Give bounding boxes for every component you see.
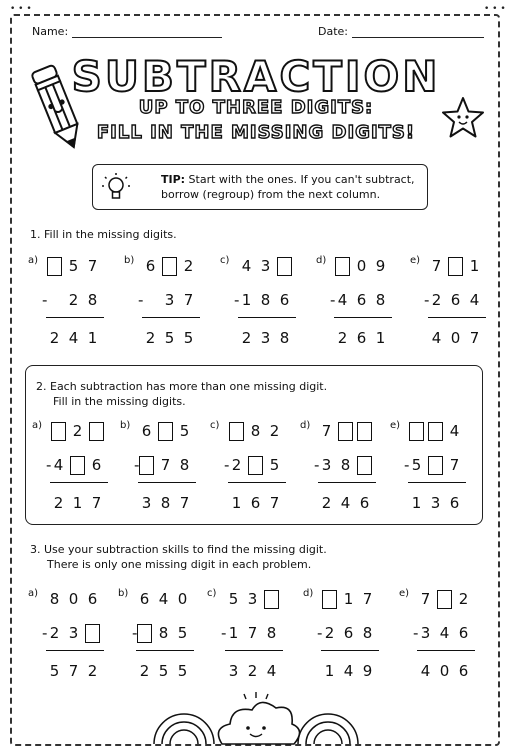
digit: 1 — [375, 329, 386, 347]
digit: 9 — [375, 257, 386, 275]
subtrahend — [64, 289, 102, 311]
digit: 7 — [91, 494, 102, 512]
digit: 3 — [430, 494, 441, 512]
problem-label: e) — [390, 420, 401, 431]
missing-digit-box[interactable] — [229, 422, 244, 441]
difference — [407, 492, 464, 514]
digit: 7 — [160, 456, 171, 474]
digit: 6 — [145, 257, 156, 275]
section-3-title: 3. Use your subtraction skills to find the missing digit. — [30, 543, 327, 556]
digit: 4 — [158, 590, 169, 608]
digit: 6 — [458, 662, 469, 680]
digit: 8 — [362, 624, 373, 642]
digit: 2 — [241, 329, 252, 347]
section-1-title: 1. Fill in the missing digits. — [30, 228, 177, 241]
digit: 7 — [183, 291, 194, 309]
problem-label: a) — [28, 588, 39, 599]
digit: 2 — [458, 590, 469, 608]
missing-digit-box[interactable] — [139, 456, 154, 475]
digit: 2 — [324, 624, 335, 642]
digit: 6 — [343, 624, 354, 642]
digit: 2 — [145, 329, 156, 347]
answer-line — [417, 650, 475, 651]
subtrahend — [224, 622, 281, 644]
tip-line-1: Start with the ones. If you can't subtract, — [185, 173, 415, 186]
digit: 5 — [158, 662, 169, 680]
minus-sign: - — [413, 624, 419, 642]
digit: 3 — [321, 456, 332, 474]
digit: 0 — [177, 590, 188, 608]
digit: 8 — [87, 291, 98, 309]
minuend — [224, 588, 281, 610]
digit: 2 — [87, 662, 98, 680]
minuend — [45, 588, 102, 610]
answer-line — [142, 317, 200, 318]
page-title: SUBTRACTION — [71, 52, 441, 101]
digit: 7 — [269, 494, 280, 512]
minuend — [407, 420, 464, 442]
digit: 8 — [375, 291, 386, 309]
digit: 5 — [49, 662, 60, 680]
digit: 8 — [160, 494, 171, 512]
subtrahend — [333, 289, 390, 311]
minuend — [49, 420, 106, 442]
minus-sign: - — [221, 624, 227, 642]
section-2-title: 2. Each subtraction has more than one missing digit. — [36, 380, 328, 393]
digit: 4 — [340, 494, 351, 512]
pencil-icon — [30, 62, 86, 154]
problem-b — [124, 255, 202, 355]
problem-label: b) — [124, 255, 135, 266]
missing-digit-box[interactable] — [89, 422, 104, 441]
answer-line — [321, 650, 379, 651]
digit: 6 — [279, 291, 290, 309]
digit: 2 — [431, 291, 442, 309]
digit: 7 — [321, 422, 332, 440]
digit: 3 — [68, 624, 79, 642]
lightbulb-icon — [99, 171, 133, 205]
difference — [237, 327, 294, 349]
problem-label: d) — [300, 420, 311, 431]
smiling-star-icon — [440, 95, 486, 141]
digit: 7 — [420, 590, 431, 608]
minus-sign: - — [317, 624, 323, 642]
digit: 6 — [141, 422, 152, 440]
digit: 8 — [250, 422, 261, 440]
digit: 2 — [139, 662, 150, 680]
problem-c — [210, 420, 288, 520]
answer-line — [46, 317, 104, 318]
digit: 4 — [53, 456, 64, 474]
problem-d — [303, 588, 381, 688]
date-label: Date: — [318, 25, 348, 38]
answer-line — [238, 317, 296, 318]
missing-digit-box[interactable] — [357, 422, 372, 441]
problem-e — [399, 588, 477, 688]
digit: 8 — [179, 456, 190, 474]
minuend — [135, 588, 192, 610]
difference — [49, 492, 106, 514]
missing-digit-box[interactable] — [428, 422, 443, 441]
corner-dots-icon: • • • — [10, 4, 32, 14]
subtrahend — [407, 454, 464, 476]
answer-line — [46, 650, 104, 651]
missing-digit-box[interactable] — [357, 456, 372, 475]
digit: 8 — [49, 590, 60, 608]
missing-digit-box[interactable] — [70, 456, 85, 475]
minuend — [227, 420, 284, 442]
difference — [45, 327, 102, 349]
answer-line — [408, 482, 466, 483]
minuend — [45, 255, 102, 277]
page-subtitle-2: FILL IN THE MISSING DIGITS! — [96, 122, 416, 143]
digit: 2 — [269, 422, 280, 440]
digit: 2 — [49, 329, 60, 347]
minuend — [333, 255, 390, 277]
digit: 4 — [431, 329, 442, 347]
digit: 1 — [231, 494, 242, 512]
difference — [416, 660, 473, 682]
difference — [141, 327, 198, 349]
section-2-subtitle: Fill in the missing digits. — [53, 395, 186, 408]
digit: 2 — [72, 422, 83, 440]
missing-digit-box[interactable] — [264, 590, 279, 609]
digit: 5 — [411, 456, 422, 474]
digit: 2 — [183, 257, 194, 275]
problem-label: b) — [118, 588, 129, 599]
digit: 2 — [337, 329, 348, 347]
missing-digit-box[interactable] — [85, 624, 100, 643]
tip-text — [161, 172, 415, 202]
digit: 6 — [449, 494, 460, 512]
problem-label: b) — [120, 420, 131, 431]
answer-line — [136, 650, 194, 651]
minuend — [317, 420, 374, 442]
problem-label: d) — [316, 255, 327, 266]
tip-label: TIP: — [161, 173, 186, 186]
minus-sign: - — [424, 291, 430, 309]
digit: 5 — [183, 329, 194, 347]
digit: 1 — [72, 494, 83, 512]
digit: 0 — [450, 329, 461, 347]
missing-digit-box[interactable] — [338, 422, 353, 441]
digit: 0 — [68, 590, 79, 608]
digit: 4 — [266, 662, 277, 680]
digit: 6 — [458, 624, 469, 642]
minus-sign: - — [134, 456, 140, 474]
minus-sign: - — [330, 291, 336, 309]
digit: 6 — [356, 291, 367, 309]
subtrahend — [160, 289, 198, 311]
tip-line-2: borrow (regroup) from the next column. — [161, 188, 381, 201]
digit: 2 — [231, 456, 242, 474]
digit: 2 — [68, 291, 79, 309]
minus-sign: - — [404, 456, 410, 474]
minuend — [137, 420, 194, 442]
answer-line — [318, 482, 376, 483]
digit: 5 — [179, 422, 190, 440]
date-line[interactable] — [352, 26, 484, 38]
difference — [317, 492, 374, 514]
subtrahend — [427, 289, 484, 311]
minuend — [141, 255, 198, 277]
problem-label: a) — [32, 420, 43, 431]
digit: 7 — [247, 624, 258, 642]
digit: 7 — [68, 662, 79, 680]
answer-line — [50, 482, 108, 483]
digit: 6 — [91, 456, 102, 474]
problem-b — [120, 420, 198, 520]
digit: 5 — [269, 456, 280, 474]
minus-sign: - — [138, 291, 144, 309]
missing-digit-box[interactable] — [47, 257, 62, 276]
missing-digit-box[interactable] — [428, 456, 443, 475]
digit: 5 — [177, 624, 188, 642]
digit: 8 — [158, 624, 169, 642]
minus-sign: - — [46, 456, 52, 474]
digit: 1 — [411, 494, 422, 512]
minuend — [427, 255, 484, 277]
digit: 7 — [179, 494, 190, 512]
missing-digit-box[interactable] — [448, 257, 463, 276]
subtrahend — [227, 454, 284, 476]
missing-digit-box[interactable] — [51, 422, 66, 441]
digit: 0 — [356, 257, 367, 275]
digit: 7 — [431, 257, 442, 275]
digit: 3 — [228, 662, 239, 680]
digit: 7 — [449, 456, 460, 474]
problem-label: e) — [410, 255, 421, 266]
difference — [224, 660, 281, 682]
missing-digit-box[interactable] — [409, 422, 424, 441]
digit: 6 — [87, 590, 98, 608]
digit: 5 — [228, 590, 239, 608]
digit: 6 — [356, 329, 367, 347]
digit: 5 — [164, 329, 175, 347]
name-field[interactable] — [32, 25, 222, 38]
rainbow-cloud-icon — [150, 688, 362, 746]
minuend — [416, 588, 473, 610]
subtrahend — [237, 289, 294, 311]
digit: 2 — [49, 624, 60, 642]
difference — [137, 492, 194, 514]
digit: 1 — [343, 590, 354, 608]
digit: 2 — [53, 494, 64, 512]
answer-line — [225, 650, 283, 651]
difference — [320, 660, 377, 682]
digit: 8 — [260, 291, 271, 309]
digit: 7 — [362, 590, 373, 608]
problem-b — [118, 588, 196, 688]
missing-digit-box[interactable] — [322, 590, 337, 609]
digit: 6 — [139, 590, 150, 608]
digit: 5 — [177, 662, 188, 680]
digit: 7 — [87, 257, 98, 275]
digit: 3 — [141, 494, 152, 512]
missing-digit-box[interactable] — [277, 257, 292, 276]
problem-a — [28, 255, 106, 355]
problem-d — [300, 420, 378, 520]
date-field[interactable] — [318, 25, 484, 38]
digit: 6 — [359, 494, 370, 512]
digit: 0 — [439, 662, 450, 680]
digit: 4 — [241, 257, 252, 275]
difference — [135, 660, 192, 682]
problem-c — [220, 255, 298, 355]
difference — [333, 327, 390, 349]
digit: 1 — [228, 624, 239, 642]
digit: 4 — [420, 662, 431, 680]
digit: 8 — [279, 329, 290, 347]
digit: 5 — [68, 257, 79, 275]
problem-label: e) — [399, 588, 410, 599]
subtrahend — [45, 622, 102, 644]
digit: 2 — [247, 662, 258, 680]
subtrahend — [317, 454, 374, 476]
problem-e — [410, 255, 488, 355]
problem-e — [390, 420, 468, 520]
corner-dots-icon: • • • — [484, 4, 506, 14]
digit: 1 — [324, 662, 335, 680]
problem-label: a) — [28, 255, 39, 266]
missing-digit-box[interactable] — [137, 624, 152, 643]
missing-digit-box[interactable] — [335, 257, 350, 276]
answer-line — [138, 482, 196, 483]
digit: 9 — [362, 662, 373, 680]
digit: 6 — [250, 494, 261, 512]
minus-sign: - — [224, 456, 230, 474]
digit: 3 — [164, 291, 175, 309]
problem-label: c) — [220, 255, 230, 266]
digit: 4 — [449, 422, 460, 440]
answer-line — [428, 317, 486, 318]
subtrahend — [416, 622, 473, 644]
digit: 3 — [247, 590, 258, 608]
subtrahend — [137, 454, 194, 476]
digit: 4 — [68, 329, 79, 347]
difference — [427, 327, 484, 349]
digit: 1 — [469, 257, 480, 275]
subtrahend — [320, 622, 377, 644]
digit: 2 — [321, 494, 332, 512]
minus-sign: - — [42, 291, 48, 309]
digit: 4 — [469, 291, 480, 309]
digit: 1 — [241, 291, 252, 309]
subtrahend — [135, 622, 192, 644]
problem-c — [207, 588, 285, 688]
digit: 8 — [340, 456, 351, 474]
missing-digit-box[interactable] — [248, 456, 263, 475]
problem-label: c) — [207, 588, 217, 599]
digit: 4 — [343, 662, 354, 680]
name-line[interactable] — [72, 26, 222, 38]
minus-sign: - — [42, 624, 48, 642]
digit: 3 — [260, 329, 271, 347]
missing-digit-box[interactable] — [437, 590, 452, 609]
name-label: Name: — [32, 25, 69, 38]
tip-box — [92, 164, 428, 210]
digit: 4 — [439, 624, 450, 642]
digit: 6 — [450, 291, 461, 309]
missing-digit-box[interactable] — [158, 422, 173, 441]
digit: 7 — [469, 329, 480, 347]
answer-line — [334, 317, 392, 318]
subtrahend — [49, 454, 106, 476]
section-3-subtitle: There is only one missing digit in each problem. — [47, 558, 312, 571]
minus-sign: - — [234, 291, 240, 309]
problem-a — [28, 588, 106, 688]
page-subtitle-1: UP TO THREE DIGITS: — [138, 97, 374, 118]
minus-sign: - — [132, 624, 138, 642]
minuend — [320, 588, 377, 610]
difference — [227, 492, 284, 514]
digit: 1 — [87, 329, 98, 347]
minuend — [237, 255, 294, 277]
minus-sign: - — [314, 456, 320, 474]
digit: 3 — [260, 257, 271, 275]
problem-label: d) — [303, 588, 314, 599]
problem-a — [32, 420, 110, 520]
answer-line — [228, 482, 286, 483]
digit: 8 — [266, 624, 277, 642]
difference — [45, 660, 102, 682]
digit: 4 — [337, 291, 348, 309]
missing-digit-box[interactable] — [162, 257, 177, 276]
digit: 3 — [420, 624, 431, 642]
problem-d — [316, 255, 394, 355]
problem-label: c) — [210, 420, 220, 431]
